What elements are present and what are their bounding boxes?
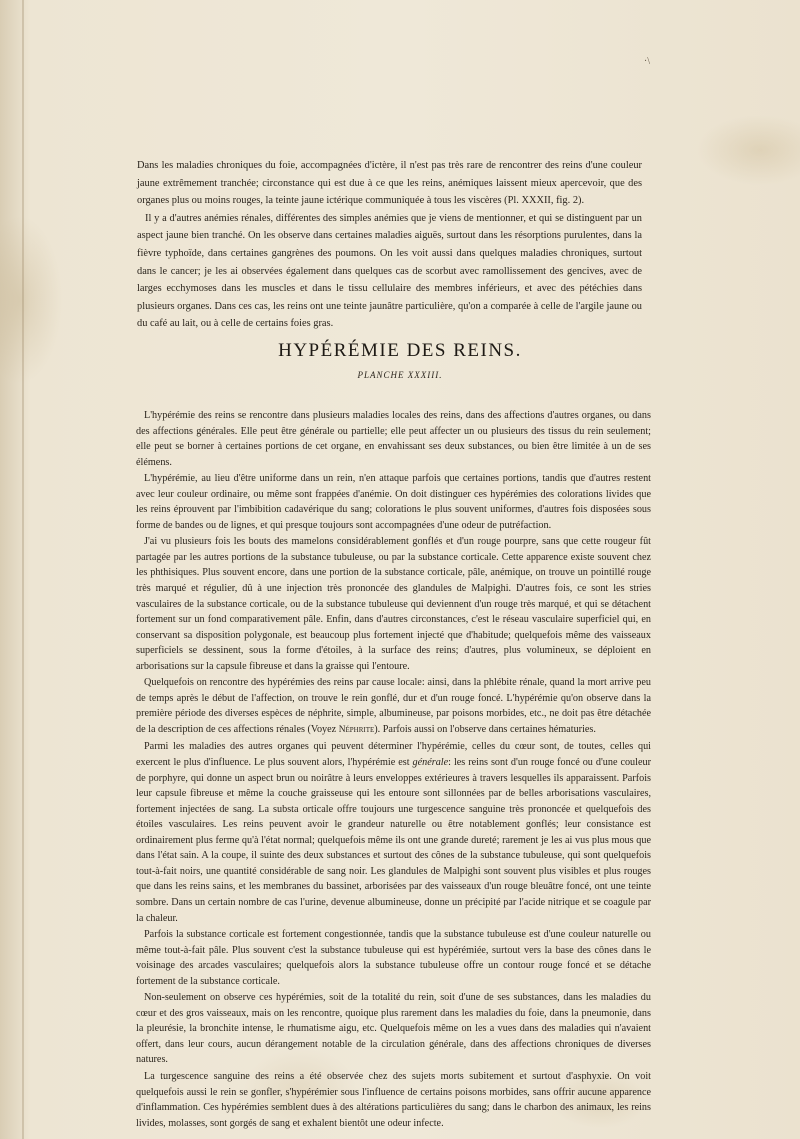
body-paragraph: L'hypérémie, au lieu d'être uniforme dans un rein, n'en attaque parfois que certaines portions, tandis que d'autres restent avec leur couleur ordinaire, ou même sont frappées d'anémie. On doit distinguer ces hypérémies des colorations livides que les reins éprouvent par l'imbibition cadavérique du sang; colorations le plus souvent uniformes, d'autres fois disposées sous forme de bandes ou de lignes, et qui presque toujours sont accompagnées d'une odeur de putréfaction. bbox=[136, 473, 651, 531]
body-paragraph: Parfois la substance corticale est fortement congestionnée, tandis que la substance tubuleuse est d'une couleur naturelle ou même tout-à-fait pâle. Plus souvent c'est la substance tubuleuse qui est hypérémiée, surtout vers la base des cônes dans le voisinage des arcades vasculaires; quelquefois alors la substance tubuleuse offre un contour rouge foncé et se détache fortement de la substance corticale. bbox=[136, 929, 651, 987]
emphasis: générale bbox=[412, 757, 449, 769]
body-paragraph bbox=[136, 675, 651, 738]
intro-paragraph: Dans les maladies chroniques du foie, accompagnées d'ictère, il n'est pas très rare de rencontrer des reins d'une couleur jaune extrêmement tranchée; circonstance qui est due à ce que les reins, anémiques laissent mieux apercevoir, que des organes plus ou moins rouges, la teinte jaune ictérique communiquée à tous les viscères (Pl. XXXII, fig. 2). bbox=[137, 160, 642, 207]
body-paragraph bbox=[136, 739, 651, 926]
main-text bbox=[136, 408, 651, 1131]
body-paragraph: J'ai vu plusieurs fois les bouts des mamelons considérablement gonflés et d'un rouge pourpre, sans que cette rougeur fût partagée par les autres portions de la substance tubuleuse, ou par la substance corticale. Cette apparence existe souvent chez les phthisiques. Plus souvent encore, dans une portion de la substance corticale, pâle, anémique, on trouve un pointillé rouge très marqué et régulier, dû à une injection très prononcée des glandules de Malpighi. D'autres fois, ce sont les stries vasculaires de la substance corticale, ou de la substance tubuleuse qui deviennent d'un rouge très marqué, et qui se détachent fortement sur un fond comparativement pâle. Enfin, dans d'autres circonstances, c'est le réseau vasculaire superficiel qui, en conservant sa disposition polygonale, est beaucoup plus fortement injecté que d'habitude; quelquefois même des vaisseaux superficiels se dessinent, sous la forme d'étoiles, à la surface des reins; d'autres, plus volumineux, se déploient en arborisations sur la capsule fibreuse et dans la graisse qui l'entoure. bbox=[136, 536, 651, 672]
intro-paragraph: Il y a d'autres anémies rénales, différentes des simples anémies que je viens de mentionner, et qui se distinguent par un aspect jaune bien tranché. On les observe dans certaines maladies aiguës, surtout dans les résorptions purulentes, dans la fièvre typhoïde, dans certaines gangrènes des poumons. On les voit aussi dans quelques maladies chroniques, surtout dans le cancer; je les ai observées également dans quelques cas de scorbut avec ramollissement des gencives, avec de larges ecchymoses dans les muscles et dans le tissu cellulaire des membres inférieurs, et avec des pétéchies dans plusieurs organes. Dans ces cas, les reins ont une teinte jaunâtre particulière, qu'on a comparée à celle de l'argile jaune ou du café au lait, ou à celle de certains foies gras. bbox=[137, 212, 642, 330]
intro-text bbox=[137, 157, 642, 333]
section-title: HYPÉRÉMIE DES REINS. bbox=[278, 339, 522, 361]
body-paragraph: Non-seulement on observe ces hypérémies, soit de la totalité du rein, soit d'une de ses substances, dans les maladies du cœur et des gros vaisseaux, mais on les rencontre, quoique plus rarement dans les maladies du foie, dans la pneumonie, dans la pleurésie, la bronchite intense, le rhumatisme aigu, etc. Quelquefois même on les a vues dans des maladies qui n'avaient offert, dans leur cours, aucun dérangement notable de la circulation générale, dans des affections chroniques de diverses natures. bbox=[136, 992, 651, 1066]
body-paragraph: L'hypérémie des reins se rencontre dans plusieurs maladies locales des reins, dans des affections d'autres organes, ou dans des affections générales. Elle peut être générale ou partielle; elle peut affecter un ou plusieurs des tissus du rein seulement; elle peut se borner à certaines portions de cet organe, en envahissant ses deux substances, ou bien être limitée à un de ses élémens. bbox=[136, 410, 651, 468]
body-paragraph: La turgescence sanguine des reins a été observée chez des sujets morts subitement et surtout d'asphyxie. On voit quelquefois aussi le rein se gonfler, s'hypérémier sous l'influence de certains poisons morbides, sans offrir aucune apparence d'inflammation. Ces hypérémies semblent dues à des altérations particulières du sang; dans le charbon des animaux, les reins livides, molasses, sont gorgés de sang et exhalent bientôt une odeur infecte. bbox=[136, 1070, 651, 1129]
plate-label: PLANCHE XXXIII. bbox=[357, 370, 443, 380]
page-fold bbox=[22, 0, 24, 1139]
text-run: : les reins sont d'un rouge foncé ou d'une couleur de porphyre, qui donne un aspect brun ou noirâtre à leurs enveloppes extérieures à travers lesquelles ils apparaissent. Parfois leur capsule fibreuse et même la couche graisseuse qui les entoure sont sillonnées par de belles arborisations vasculaires, fortement injectées de sang. La substa orticale offre toujours une turgescence sanguine très prononcée et quelquefois des étoiles vasculaires. Les reins peuvent avoir le grandeur naturelle ou être notablement gonflés; leur consistance est ordinairement plus ferme qu'à l'état normal; quelquefois même ils ont une grande dureté; rarement je les ai vus plus mous que dans l'état sain. A la coupe, il suinte des deux substances et surtout des cônes de la substance tubuleuse, qui sont quelquefois tout-à-fait noirs, une quantité considérable de sang noir. Les glandules de Malpighi sont souvent plus visibles et plus rouges que dans les reins sains, et les membranes du bassinet, arborisées par des vaisseaux d'un rouge bleuâtre foncé, ont une teinte sombre. Dans un certain nombre de cas l'urine, devenue albumineuse, donne un précipité par l'acide nitrique et se coagule par la chaleur. bbox=[136, 757, 651, 924]
text-run: ). Parfois aussi on l'observe dans certaines hématuries. bbox=[374, 723, 596, 735]
cross-reference: Néphrite bbox=[338, 724, 375, 735]
page-mark: ·\ bbox=[643, 56, 650, 67]
text-run: Quelquefois on rencontre des hypérémies des reins par cause locale: ainsi, dans la phlébite rénale, quand la mort arrive peu de temps après le début de l'affection, on trouve le rein gonflé, dur et d'un rouge foncé. L'hypérémie qu'on observe dans la première période des diverses espèces de néphrite, simple, albumineuse, par poisons morbides, etc., ne doit pas être détachée de la description de ces affections rénales (Voyez bbox=[136, 677, 651, 735]
text-run: Parmi les maladies des autres organes qui peuvent déterminer l'hypérémie, celles du cœur sont, de toutes, celles qui exercent le plus d'influence. Le plus souvent alors, l'hypérémie est bbox=[136, 741, 651, 769]
